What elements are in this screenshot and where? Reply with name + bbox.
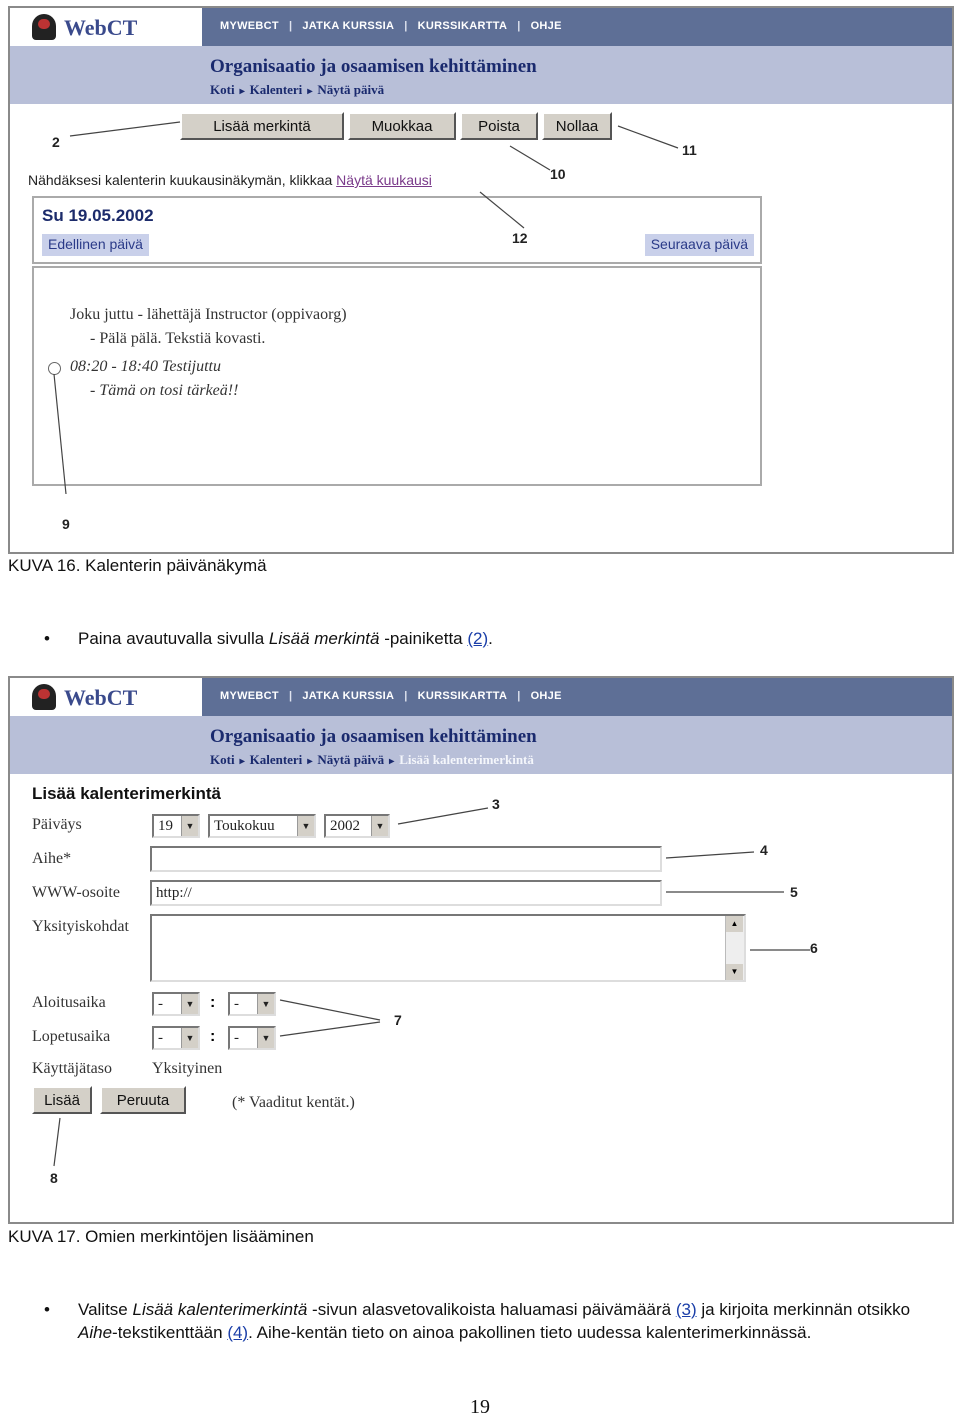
end-hour-select[interactable]: - ▼ xyxy=(152,1026,200,1050)
month-view-hint xyxy=(28,172,432,188)
chevron-down-icon: ▼ xyxy=(257,994,274,1014)
webct-logo-icon xyxy=(32,14,56,40)
callout-12: 12 xyxy=(512,230,528,246)
nav-ohje[interactable]: OHJE xyxy=(530,690,562,702)
year-select[interactable]: 2002 ▼ xyxy=(324,814,390,838)
scroll-up-icon[interactable]: ▲ xyxy=(726,916,743,932)
subject-input[interactable] xyxy=(150,846,662,872)
top-nav: MYWEBCT | JATKA KURSSIA | KURSSIKARTTA | OHJE xyxy=(210,20,572,32)
time-colon: : xyxy=(210,994,216,1011)
breadcrumb-home[interactable]: Koti xyxy=(210,752,235,767)
course-title: Organisaatio ja osaamisen kehittäminen xyxy=(210,726,537,747)
callout-10: 10 xyxy=(550,166,566,182)
chevron-down-icon: ▼ xyxy=(297,816,314,836)
required-fields-note: (* Vaaditut kentät.) xyxy=(232,1094,355,1111)
reference-2-link[interactable]: (2) xyxy=(467,629,489,648)
screenshot-add-entry xyxy=(8,676,954,1224)
webct-logo[interactable] xyxy=(10,678,202,716)
start-minute-select[interactable]: - ▼ xyxy=(228,992,276,1016)
breadcrumb-add-entry: Lisää kalenterimerkintä xyxy=(399,752,534,767)
entry-2-title[interactable]: 08:20 - 18:40 Testijuttu xyxy=(70,358,221,375)
date-label: Päiväys xyxy=(32,816,82,833)
entry-1-desc: - Pälä pälä. Tekstiä kovasti. xyxy=(90,330,266,347)
scroll-down-icon[interactable]: ▼ xyxy=(726,964,743,980)
breadcrumb-calendar[interactable]: Kalenteri xyxy=(249,752,303,767)
next-day-link[interactable]: Seuraava päivä xyxy=(645,234,754,256)
cancel-button[interactable]: Peruuta xyxy=(100,1086,186,1114)
current-date: Su 19.05.2002 xyxy=(42,206,154,225)
breadcrumb-show-day[interactable]: Näytä päivä xyxy=(317,82,385,97)
edit-button[interactable]: Muokkaa xyxy=(348,112,456,140)
callout-2: 2 xyxy=(52,134,60,150)
entry-2-desc: - Tämä on tosi tärkeä!! xyxy=(90,382,239,399)
webct-topbar xyxy=(10,678,952,716)
webct-topbar xyxy=(10,8,952,46)
callout-7: 7 xyxy=(394,1012,402,1028)
breadcrumb-calendar[interactable]: Kalenteri xyxy=(249,82,303,97)
chevron-down-icon: ▼ xyxy=(371,816,388,836)
reference-4-link[interactable]: (4) xyxy=(227,1323,249,1342)
subject-label: Aihe* xyxy=(32,850,72,867)
user-level-label: Käyttäjätaso xyxy=(32,1060,112,1077)
breadcrumb-home[interactable]: Koti xyxy=(210,82,235,97)
reset-button[interactable]: Nollaa xyxy=(542,112,612,140)
nav-kurssikartta[interactable]: KURSSIKARTTA xyxy=(417,690,508,702)
chevron-down-icon: ▼ xyxy=(181,816,198,836)
callout-8: 8 xyxy=(50,1170,58,1186)
paragraph-1-text: Paina avautuvalla sivulla Lisää merkintä -painiketta (2). xyxy=(78,629,493,648)
nav-jatka-kurssia[interactable]: JATKA KURSSIA xyxy=(302,690,395,702)
show-month-link[interactable]: Näytä kuukausi xyxy=(336,172,432,188)
day-header-box xyxy=(32,196,762,264)
webct-logo-icon xyxy=(32,684,56,710)
screenshot-day-view xyxy=(8,6,954,554)
entries-box xyxy=(32,266,762,486)
paragraph-2-text: Valitse Lisää kalenterimerkintä -sivun alasvetovalikoista haluamasi päivämäärä (3) ja kirjoita merkinnän otsikko Aihe-tekstikenttään (4). Aihe-kentän tieto on ainoa pakollinen tieto uudessa kalenterimerkinnässä. xyxy=(78,1300,911,1342)
course-header xyxy=(10,46,952,104)
chevron-down-icon: ▼ xyxy=(181,994,198,1014)
chevron-down-icon: ▼ xyxy=(181,1028,198,1048)
page-number: 19 xyxy=(470,1396,490,1418)
details-textarea[interactable] xyxy=(150,914,746,982)
top-nav: MYWEBCT | JATKA KURSSIA | KURSSIKARTTA | OHJE xyxy=(210,690,572,702)
hint-text: Nähdäksesi kalenterin kuukausinäkymän, klikkaa xyxy=(28,172,333,188)
entry-1-title[interactable]: Joku juttu - lähettäjä Instructor (oppivaorg) xyxy=(70,306,347,323)
bullet-icon: • xyxy=(44,629,50,648)
bullet-icon: • xyxy=(44,1300,50,1319)
time-colon: : xyxy=(210,1028,216,1045)
webct-logo[interactable] xyxy=(10,8,202,46)
day-select[interactable]: 19 ▼ xyxy=(152,814,200,838)
figure-caption-17: KUVA 17. Omien merkintöjen lisääminen xyxy=(8,1227,314,1246)
callout-9: 9 xyxy=(62,516,70,532)
add-entry-button[interactable]: Lisää merkintä xyxy=(180,112,344,140)
www-label: WWW-osoite xyxy=(32,884,120,901)
end-minute-select[interactable]: - ▼ xyxy=(228,1026,276,1050)
nav-kurssikartta[interactable]: KURSSIKARTTA xyxy=(417,20,508,32)
add-button[interactable]: Lisää xyxy=(32,1086,92,1114)
entry-select-radio[interactable] xyxy=(48,362,61,375)
start-time-label: Aloitusaika xyxy=(32,994,106,1011)
nav-jatka-kurssia[interactable]: JATKA KURSSIA xyxy=(302,20,395,32)
breadcrumb: Koti ▸ Kalenteri ▸ Näytä päivä ▸ Lisää kalenterimerkintä xyxy=(210,752,534,767)
callout-3: 3 xyxy=(492,796,500,812)
nav-ohje[interactable]: OHJE xyxy=(530,20,562,32)
figure-caption-16: KUVA 16. Kalenterin päivänäkymä xyxy=(8,556,267,575)
callout-5: 5 xyxy=(790,884,798,900)
nav-mywebct[interactable]: MYWEBCT xyxy=(220,20,279,32)
webct-logo-text: WebCT xyxy=(64,15,138,40)
nav-mywebct[interactable]: MYWEBCT xyxy=(220,690,279,702)
callout-4: 4 xyxy=(760,842,768,858)
user-level-value: Yksityinen xyxy=(152,1060,223,1077)
start-hour-select[interactable]: - ▼ xyxy=(152,992,200,1016)
month-select[interactable]: Toukokuu ▼ xyxy=(208,814,316,838)
breadcrumb: Koti ▸ Kalenteri ▸ Näytä päivä xyxy=(210,82,385,97)
callout-6: 6 xyxy=(810,940,818,956)
breadcrumb-show-day[interactable]: Näytä päivä xyxy=(317,752,385,767)
course-title: Organisaatio ja osaamisen kehittäminen xyxy=(210,56,537,77)
www-input[interactable]: http:// xyxy=(150,880,662,906)
delete-button[interactable]: Poista xyxy=(460,112,538,140)
reference-3-link[interactable]: (3) xyxy=(675,1300,697,1319)
form-title: Lisää kalenterimerkintä xyxy=(32,784,221,803)
details-scrollbar[interactable] xyxy=(725,916,744,980)
chevron-down-icon: ▼ xyxy=(257,1028,274,1048)
details-label: Yksityiskohdat xyxy=(32,918,129,935)
webct-logo-text: WebCT xyxy=(64,685,138,710)
previous-day-link[interactable]: Edellinen päivä xyxy=(42,234,149,256)
callout-11: 11 xyxy=(682,142,697,158)
end-time-label: Lopetusaika xyxy=(32,1028,111,1045)
course-header xyxy=(10,716,952,774)
